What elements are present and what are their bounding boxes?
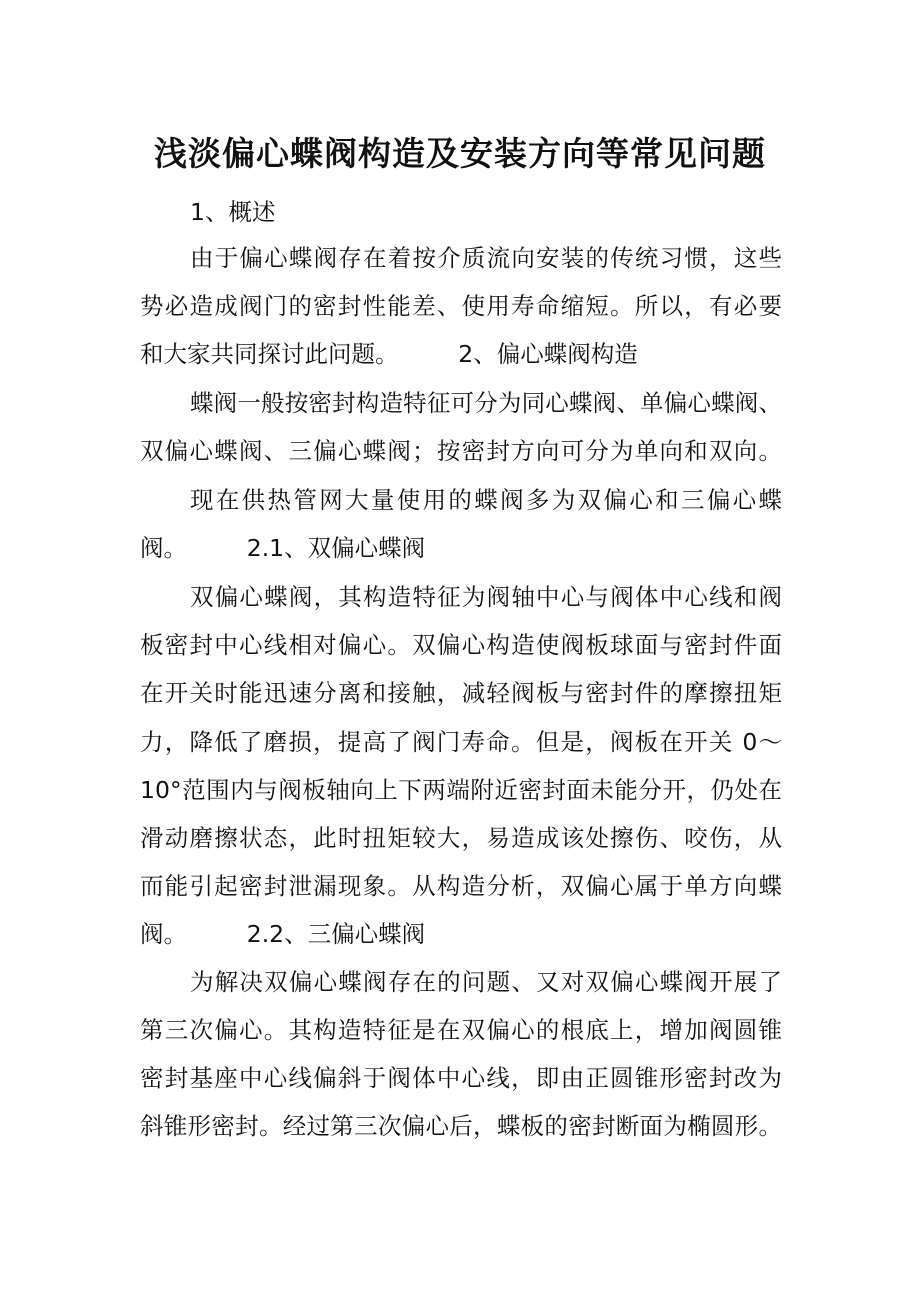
paragraph-line: 和大家共同探讨此问题。 2、偏心蝶阀构造 [140,340,638,368]
paragraph-line: 第三次偏心。其构造特征是在双偏心的根底上，增加阀圆锥 [140,1016,782,1044]
document-title: 浅淡偏心蝶阀构造及安装方向等常见问题 [154,134,766,173]
heading-overview: 1、概述 [190,198,276,226]
paragraph-line: 滑动磨擦状态，此时扭矩较大，易造成该处擦伤、咬伤，从 [140,824,782,852]
paragraph-line: 势必造成阀门的密封性能差、使用寿命缩短。所以，有必要 [140,292,782,320]
paragraph-line: 为解决双偏心蝶阀存在的问题、又对双偏心蝶阀开展了 [190,968,782,996]
paragraph-line: 由于偏心蝶阀存在着按介质流向安装的传统习惯，这些 [190,244,782,272]
paragraph-line: 密封基座中心线偏斜于阀体中心线，即由正圆锥形密封改为 [140,1064,782,1092]
paragraph-line: 在开关时能迅速分离和接触，减轻阀板与密封件的摩擦扭矩 [140,679,782,707]
paragraph-line: 力，降低了磨损，提高了阀门寿命。但是，阀板在开关 0～ [140,728,782,756]
paragraph-line: 双偏心蝶阀、三偏心蝶阀；按密封方向可分为单向和双向。 [140,437,782,465]
paragraph-line: 阀。 2.1、双偏心蝶阀 [140,534,426,562]
paragraph-line: 双偏心蝶阀，其构造特征为阀轴中心与阀体中心线和阀 [190,583,782,611]
paragraph-line: 板密封中心线相对偏心。双偏心构造使阀板球面与密封件面 [140,631,782,659]
paragraph-line: 斜锥形密封。经过第三次偏心后，蝶板的密封断面为椭圆形。 [140,1112,782,1140]
paragraph-line: 蝶阀一般按密封构造特征可分为同心蝶阀、单偏心蝶阀、 [190,389,782,417]
paragraph-line: 阀。 2.2、三偏心蝶阀 [140,920,426,948]
paragraph-line: 现在供热管网大量使用的蝶阀多为双偏心和三偏心蝶 [190,486,782,514]
paragraph-line: 10°范围内与阀板轴向上下两端附近密封面未能分开，仍处在 [140,776,782,804]
paragraph-line: 而能引起密封泄漏现象。从构造分析，双偏心属于单方向蝶 [140,872,782,900]
